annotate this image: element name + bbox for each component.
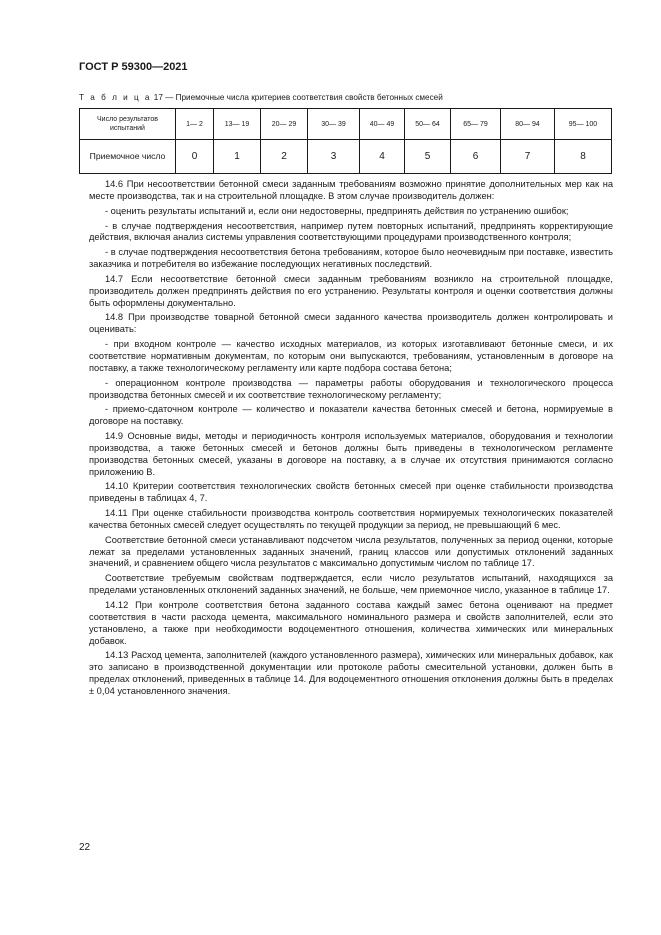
list-item: - при входном контроле — качество исходных материалов, из которых изготавливают бетонные смеси, и их соответствие нормативным документам, по которым они выпускаются, требованиям, установленным в договоре на поставку, а также технологическому регламенту или карте подбора состава бетона; [89,339,613,373]
acceptance-cell: 7 [501,140,555,174]
row-label-acceptance: Приемочное число [80,140,176,174]
table-caption [79,93,443,102]
table-row-acceptance [80,140,612,174]
paragraph-14-9: 14.9 Основные виды, методы и периодичность контроля используемых материалов, оборудования и технологии производства, а также бетонных смесей и бетонов должны быть приведены в технологическом регламенте производства бетонных смесей, указаны в договоре на поставку, а в случае их отсутствия принимаются согласно приложению В. [89,431,613,477]
row-label-results: Число результатов испытаний [80,109,176,140]
list-item: - в случае подтверждения несоответствия бетона требованиям, которое было неочевидным при поставке, известить заказчика и потребителя во избежание последующих негативных последствий. [89,247,613,270]
range-cell: 40— 49 [360,109,405,140]
acceptance-table [79,108,612,174]
table-caption-title: 17 — Приемочные числа критериев соответствия свойств бетонных смесей [151,93,443,102]
table-row-results [80,109,612,140]
range-cell: 65— 79 [451,109,501,140]
paragraph-14-10: 14.10 Критерии соответствия технологических свойств бетонных смесей при оценке стабильности производства приведены в таблицах 4, 7. [89,481,613,504]
range-cell: 13— 19 [214,109,261,140]
acceptance-cell: 3 [308,140,360,174]
paragraph-14-8: 14.8 При производстве товарной бетонной смеси заданного качества производитель должен контролировать и оценивать: [89,312,613,335]
acceptance-cell: 5 [405,140,451,174]
page-number: 22 [79,842,91,853]
range-cell: 50— 64 [405,109,451,140]
acceptance-cell: 6 [451,140,501,174]
paragraph: Соответствие требуемым свойствам подтверждается, если число результатов испытаний, находящихся за пределами установленных отклонений заданных значений, не больше, чем приемочное число, указанное в таблице 17. [89,573,613,596]
range-cell: 95— 100 [555,109,612,140]
document-header: ГОСТ Р 59300—2021 [79,61,188,73]
acceptance-cell: 1 [214,140,261,174]
paragraph-14-12: 14.12 При контроле соответствия бетона заданного состава каждый замес бетона оценивают на предмет соответствия в части расхода цемента, максимального номинального размера и свойств заполнителей, если это установлено, а также при необходимости водоцементного отношения, количества химических или минеральных добавок. [89,600,613,646]
list-item: - оценить результаты испытаний и, если они недостоверны, предпринять действия по устранению ошибок; [105,205,569,216]
range-cell: 1— 2 [176,109,214,140]
paragraph-14-7: 14.7 Если несоответствие бетонной смеси заданным требованиям возникло на строительной площадке, производитель должен предпринять действия по его устранению. Результаты контроля и оценки соответствия должны быть оформлены документально. [89,273,613,308]
paragraph-14-11: 14.11 При оценке стабильности производства контроль соответствия нормируемых технологических показателей качества бетонных смесей следует осуществлять по текущей продукции за период, не превышающий 6 мес. [89,508,613,530]
paragraph: Соответствие бетонной смеси устанавливают подсчетом числа результатов, полученных за период оценки, которые лежат за пределами установленных заданных значений, границ классов или допустимых отклонений заданных значений, и сравнением общего числа результатов с максимально допустимым числом по таблице 17. [89,534,613,569]
acceptance-cell: 8 [555,140,612,174]
range-cell: 80— 94 [501,109,555,140]
acceptance-cell: 4 [360,140,405,174]
list-item: - в случае подтверждения несоответствия, например путем повторных испытаний, предпринять корректирующие действия, включая анализ системы управления соответствующими процедурами производственного контроля; [89,220,613,243]
range-cell: 20— 29 [261,109,308,140]
table-caption-prefix: Т а б л и ц а [79,93,152,102]
paragraph-14-13: 14.13 Расход цемента, заполнителей (каждого установленного размера), химических или минеральных добавок, как это записано в производственной документации или протоколе работы смесительной установки, должен быть в пределах отклонений, приведенных в таблице 14. Для водоцементного отношения отклонения должны быть в пределах ± 0,04 установленного значения. [89,650,613,696]
paragraph-14-6: 14.6 При несоответствии бетонной смеси заданным требованиям возможно принятие дополнительных мер как на месте производства, так и на строительной площадке. В этом случае производитель должен: [89,179,613,201]
list-item: - приемо-сдаточном контроле — количество и показатели качества бетонных смесей и бетона, нормируемые в договоре на поставку. [89,404,613,427]
acceptance-cell: 2 [261,140,308,174]
range-cell: 30— 39 [308,109,360,140]
list-item: - операционном контроле производства — параметры работы оборудования и технологического процесса производства бетонных смесей и их соответствие технологическому регламенту; [89,377,613,400]
document-body [89,179,613,701]
acceptance-cell: 0 [176,140,214,174]
